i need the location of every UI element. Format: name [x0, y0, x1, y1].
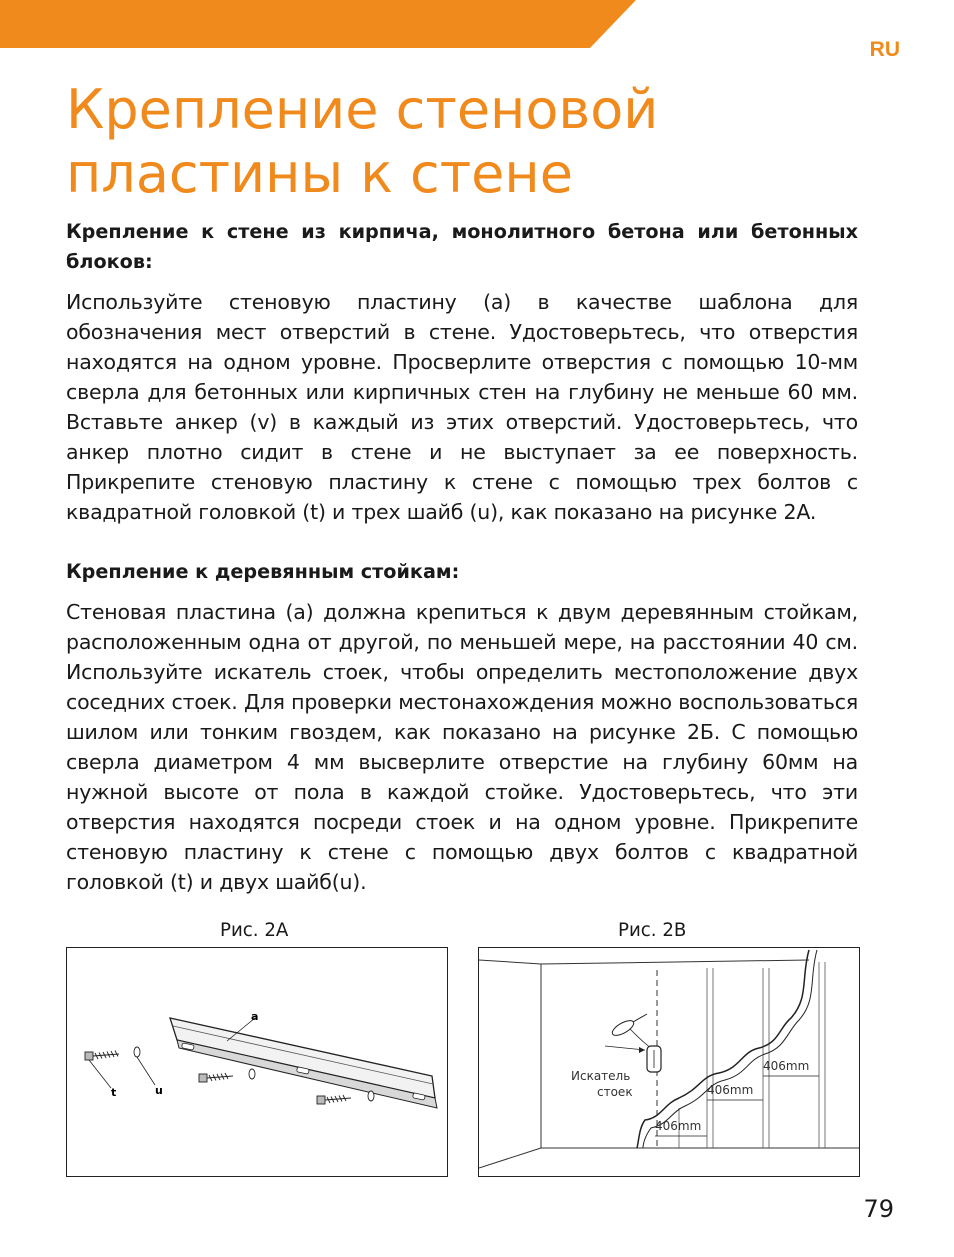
stud-finder-label-line-2: стоек [597, 1085, 633, 1099]
section-1-heading: Крепление к стене из кирпича, монолитного бетона или бетонных блоков: [66, 220, 858, 273]
figure-a-label-u: u [155, 1084, 163, 1097]
page-title-line-2: пластины к стене [66, 142, 573, 205]
stud-finder-label-line-1: Искатель [571, 1069, 631, 1083]
main-content [66, 217, 858, 897]
dimension-label-2: 406mm [707, 1083, 754, 1097]
section-1-body: Используйте стеновую пластину (a) в качестве шаблона для обозначения мест отверстий в стене. Удостоверьтесь, что отверстия находятся на одном уровне. Просверлите отверстия с помощью 10-мм сверла для бетонных или кирпичных стен на глубину не меньше 60 мм. Вставьте анкер (v) в каждый из этих отверстий. Удостоверьтесь, что анкер плотно сидит в стене и не выступает за ее поверхность. Прикрепите стеновую пластину к стене с помощью трех болтов с квадратной головкой (t) и трех шайб (u), как показано на рисунке 2A. [66, 290, 858, 524]
figure-a [66, 947, 448, 1177]
section-2-heading: Крепление к деревянным стойкам: [66, 560, 460, 583]
figure-a-caption: Рис. 2A [220, 920, 289, 941]
page-number: 79 [863, 1195, 894, 1223]
figure-b [478, 947, 860, 1177]
page-title-line-1: Крепление стеновой [66, 78, 659, 141]
figure-a-label-t: t [111, 1086, 117, 1099]
dimension-label-1: 406mm [763, 1059, 810, 1073]
section-2-body: Стеновая пластина (a) должна крепиться к двум деревянным стойкам, расположенным одна от другой, по меньшей мере, на расстоянии 40 см. Используйте искатель стоек, чтобы определить местоположение двух соседних стоек. Для проверки местонахождения можно воспользоваться шилом или тонким гвоздем, как показано на рисунке 2Б. С помощью сверла диаметром 4 мм высверлите отверстие на глубину 60мм на нужной высоте от пола в каждой стойке. Удостоверьтесь, что эти отверстия находятся посреди стоек и на одном уровне. Прикрепите стеновую пластину к стене с помощью двух болтов с квадратной головкой (t) и двух шайб(u). [66, 600, 858, 894]
page-title [66, 78, 886, 206]
figure-b-illustration [479, 948, 859, 1176]
header-accent-bar [0, 0, 954, 48]
figure-a-illustration [67, 948, 447, 1176]
figure-b-caption: Рис. 2B [618, 920, 687, 941]
language-badge: RU [869, 38, 900, 61]
dimension-label-3: 406mm [655, 1119, 702, 1133]
figure-a-label-a: a [251, 1010, 259, 1023]
